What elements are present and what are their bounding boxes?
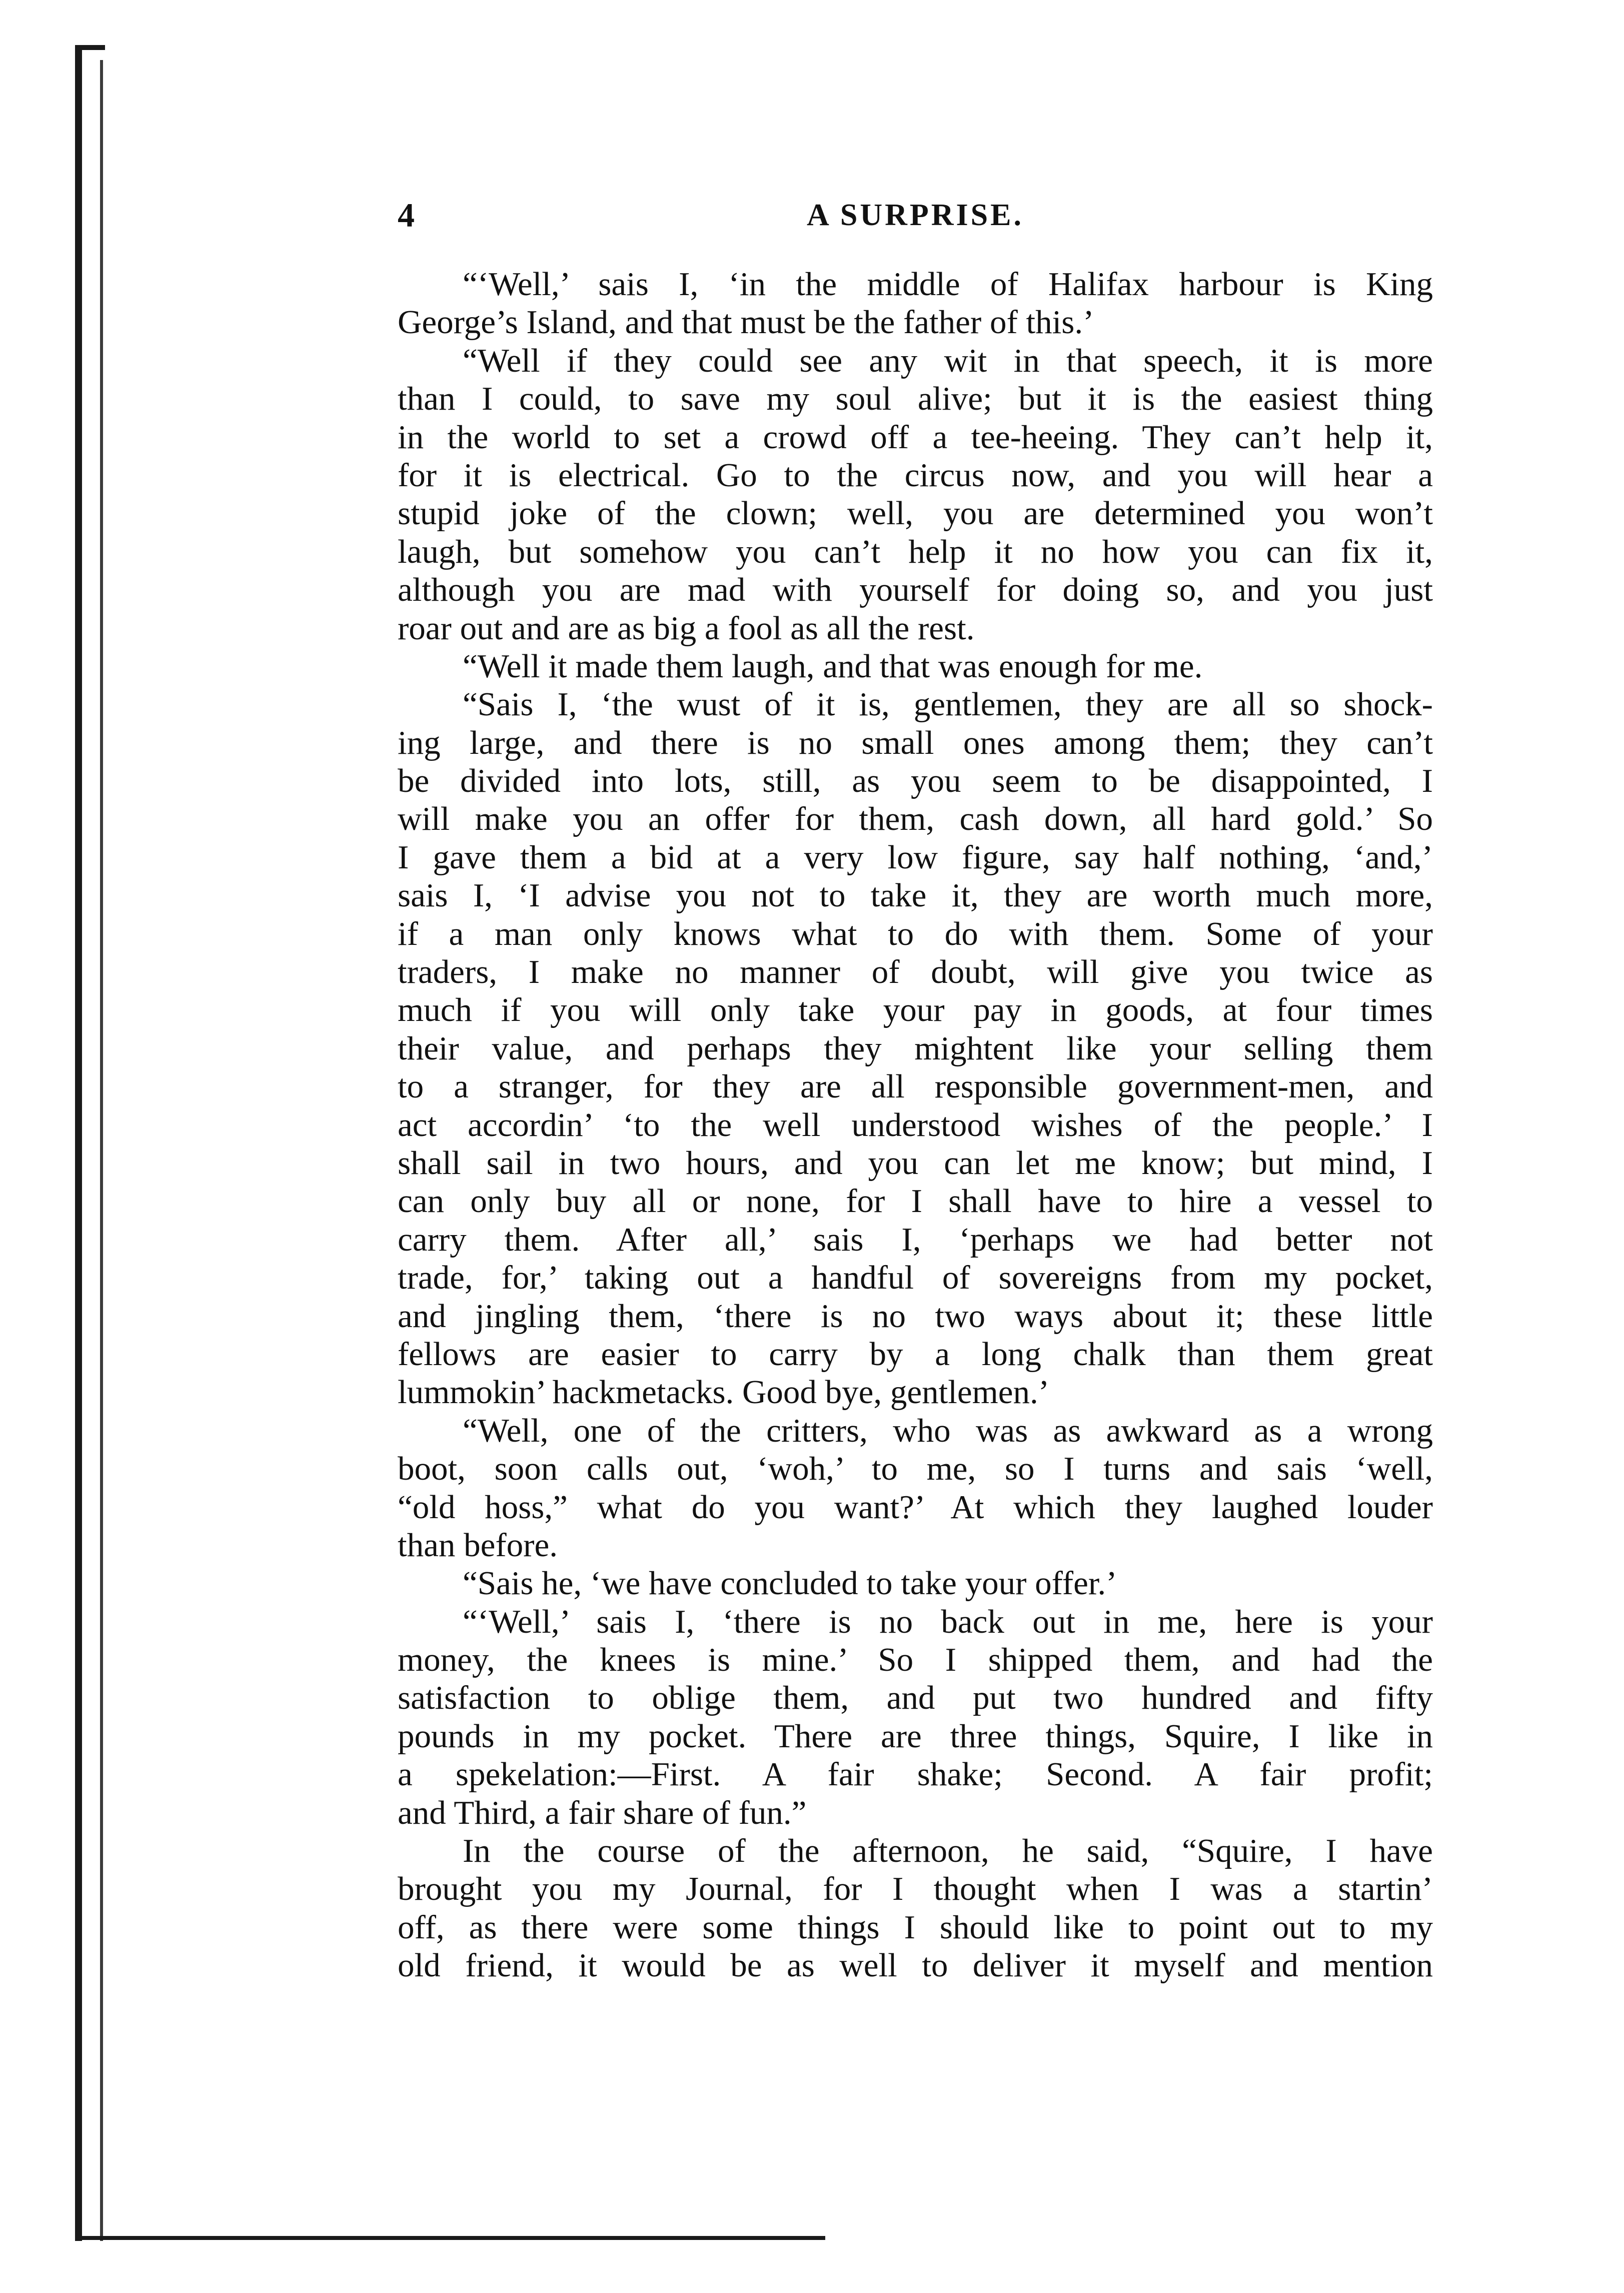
text-line: to a stranger, for they are all responsible government-men, and [398, 1068, 1433, 1105]
text-line: satisfaction to oblige them, and put two hundred and fifty [398, 1679, 1433, 1717]
running-title: A SURPRISE. [807, 198, 1024, 232]
page-number: 4 [398, 196, 415, 234]
page-header [398, 193, 1433, 238]
text-line: if a man only knows what to do with them. Some of your [398, 915, 1433, 952]
text-line: and jingling them, ‘there is no two ways about it; these little [398, 1297, 1433, 1335]
text-line: “Sais he, ‘we have concluded to take your offer.’ [463, 1565, 1117, 1602]
text-line: fellows are easier to carry by a long chalk than them great [398, 1335, 1433, 1373]
text-line: “‘Well,’ sais I, ‘there is no back out in me, here is your [463, 1603, 1433, 1640]
text-line: in the world to set a crowd off a tee-heeing. They can’t help it, [398, 418, 1433, 456]
text-line: roar out and are as big a fool as all the rest. [398, 609, 975, 647]
text-line: shall sail in two hours, and you can let me know; but mind, I [398, 1144, 1433, 1182]
text-line: money, the knees is mine.’ So I shipped them, and had the [398, 1641, 1433, 1679]
text-line: a spekelation:—First. A fair shake; Second. A fair profit; [398, 1756, 1433, 1793]
text-line: “Well, one of the critters, who was as awkward as a wrong [463, 1412, 1433, 1449]
text-line: than I could, to save my soul alive; but it is the easiest thing [398, 380, 1433, 418]
text-line: than before. [398, 1526, 558, 1564]
text-line: In the course of the afternoon, he said, “Squire, I have [463, 1832, 1433, 1870]
text-line: act accordin’ ‘to the well understood wishes of the people.’ I [398, 1106, 1433, 1143]
text-line: “old hoss,” what do you want?’ At which they laughed louder [398, 1488, 1433, 1526]
text-line: stupid joke of the clown; well, you are determined you won’t [398, 495, 1433, 532]
binding-edge-top [75, 45, 105, 50]
text-line: and Third, a fair share of fun.” [398, 1794, 807, 1831]
text-line: “‘Well,’ sais I, ‘in the middle of Halifax harbour is King [463, 266, 1433, 303]
text-line: although you are mad with yourself for doing so, and you just [398, 571, 1433, 609]
binding-edge [75, 45, 82, 2241]
text-line: “Well it made them laugh, and that was enough for me. [463, 647, 1203, 685]
text-line: laugh, but somehow you can’t help it no how you can fix it, [398, 533, 1433, 570]
body-text [398, 265, 1433, 1985]
text-line: their value, and perhaps they mightent like your selling them [398, 1029, 1433, 1067]
text-line: brought you my Journal, for I thought when I was a startin’ [398, 1870, 1433, 1908]
text-line: sais I, ‘I advise you not to take it, they are worth much more, [398, 877, 1433, 914]
text-line: pounds in my pocket. There are three things, Squire, I like in [398, 1717, 1433, 1755]
text-line: traders, I make no manner of doubt, will give you twice as [398, 953, 1433, 991]
text-line: much if you will only take your pay in goods, at four times [398, 991, 1433, 1029]
text-line: lummokin’ hackmetacks. Good bye, gentlemen.’ [398, 1374, 1050, 1411]
text-line: can only buy all or none, for I shall have to hire a vessel to [398, 1183, 1433, 1220]
text-line: I gave them a bid at a very low figure, say half nothing, ‘and,’ [398, 838, 1433, 876]
text-line: will make you an offer for them, cash down, all hard gold.’ So [398, 800, 1433, 838]
text-line: for it is electrical. Go to the circus now, and you will hear a [398, 456, 1433, 494]
text-line: old friend, it would be as well to deliver it myself and mention [398, 1947, 1433, 1984]
page-bottom-rule [75, 2236, 825, 2240]
text-line: carry them. After all,’ sais I, ‘perhaps we had better not [398, 1221, 1433, 1258]
text-line: “Sais I, ‘the wust of it is, gentlemen, they are all so shock- [463, 686, 1433, 723]
binding-edge-inner [100, 60, 103, 2241]
text-line: trade, for,’ taking out a handful of sovereigns from my pocket, [398, 1259, 1433, 1297]
text-line: “Well if they could see any wit in that speech, it is more [463, 342, 1433, 379]
text-line: boot, soon calls out, ‘woh,’ to me, so I turns and sais ‘well, [398, 1450, 1433, 1488]
text-line: ing large, and there is no small ones among them; they can’t [398, 724, 1433, 761]
text-line: be divided into lots, still, as you seem to be disappointed, I [398, 762, 1433, 800]
text-line: off, as there were some things I should like to point out to my [398, 1908, 1433, 1946]
text-line: George’s Island, and that must be the father of this.’ [398, 304, 1094, 341]
